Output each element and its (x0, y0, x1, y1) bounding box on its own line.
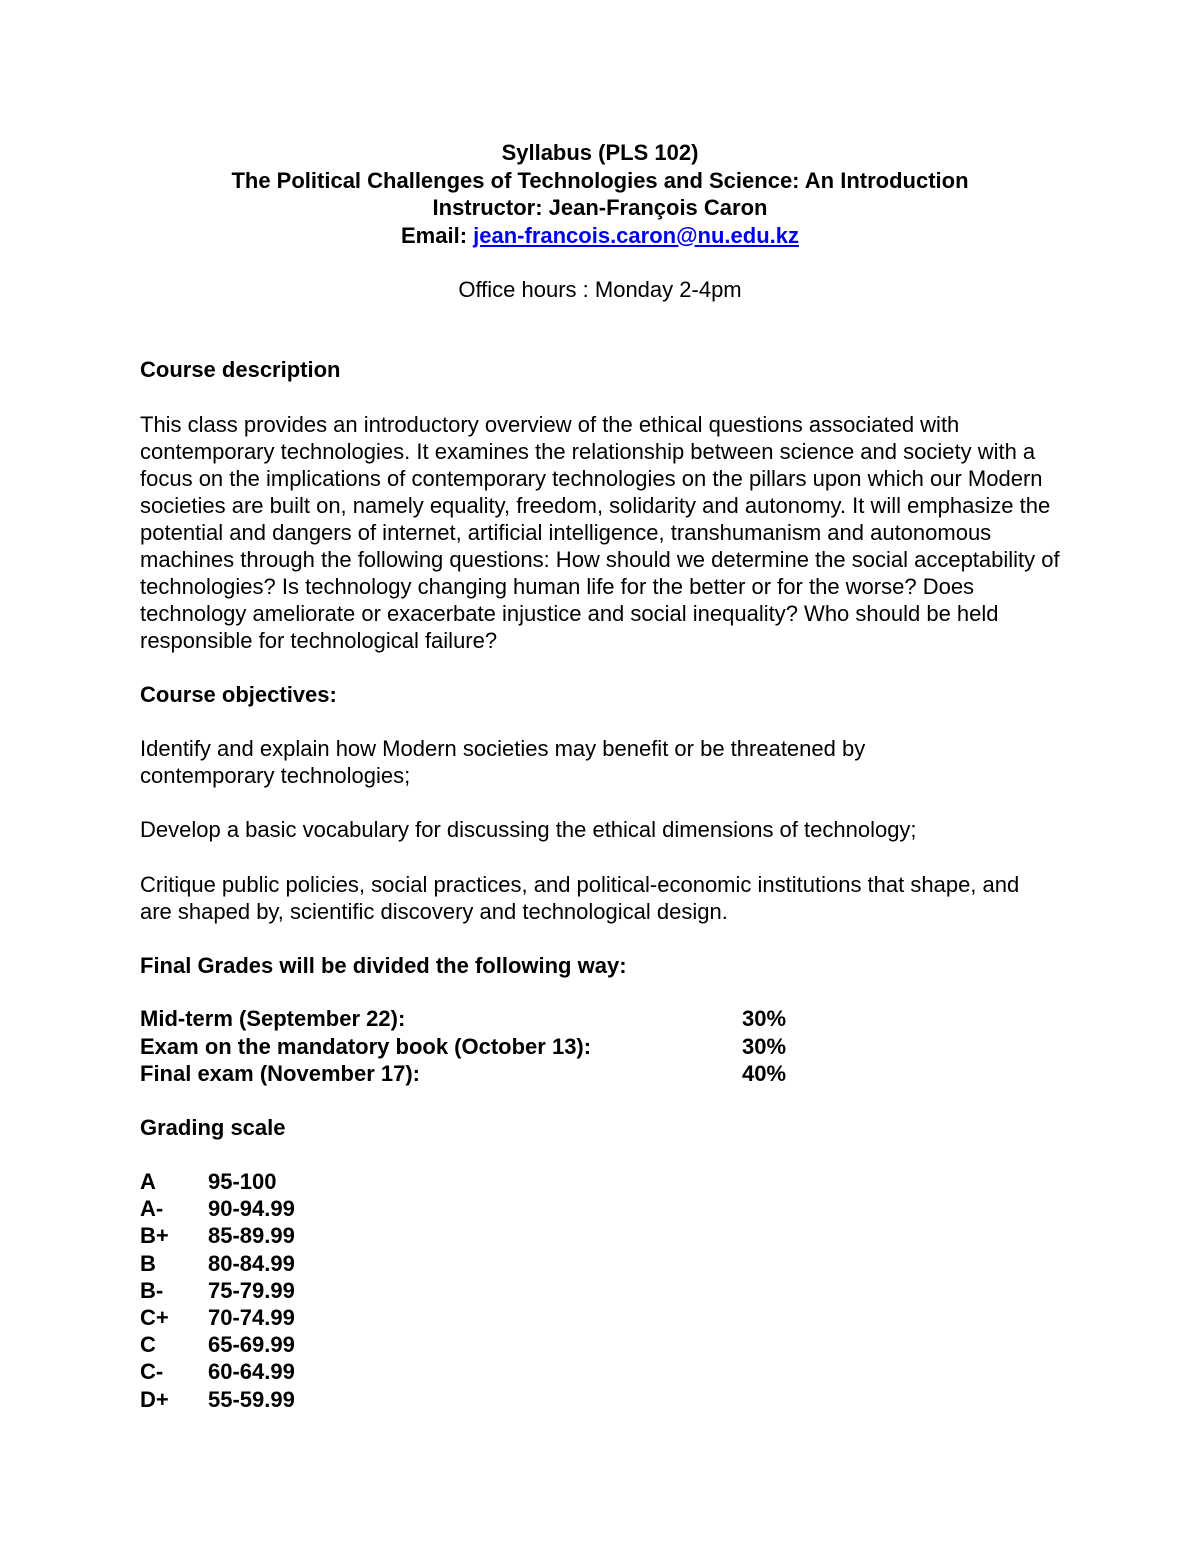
grade-component-label: Exam on the mandatory book (October 13): (140, 1033, 592, 1059)
course-title: The Political Challenges of Technologies and Science: An Introduction (231, 167, 969, 193)
scale-letter: C- (140, 1359, 164, 1385)
instructor-line: Instructor: Jean-François Caron (432, 195, 768, 220)
grade-component-label: Final exam (November 17): (140, 1061, 420, 1086)
syllabus-header (0, 139, 1200, 249)
final-grades-heading: Final Grades will be divided the following way: (140, 953, 627, 978)
course-objectives-heading: Course objectives: (140, 682, 337, 707)
grade-component-weight: 40% (742, 1061, 787, 1086)
course-description-text: This class provides an introductory overview of the ethical questions associated with contemporary technologies. It examines the relationship between science and society with a focus on the implications of contemporary technologies on the pillars upon which our Modern societies are built on, namely equality, freedom, solidarity and autonomy. It will emphasize the potential and dangers of internet, artificial intelligence, transhumanism and autonomous machines through the following questions: How should we determine the social acceptability of technologies? Is technology changing human life for the better or for the worse? Does technology ameliorate or exacerbate injustice and social inequality? Who should be held responsible for technological failure? (140, 412, 1060, 653)
email-link[interactable]: jean-francois.caron@nu.edu.kz (473, 222, 799, 248)
scale-range: 75-79.99 (208, 1277, 295, 1303)
grade-component-weight: 30% (742, 1006, 787, 1031)
scale-letter: C+ (140, 1304, 169, 1330)
office-hours: Office hours : Monday 2-4pm (458, 277, 742, 302)
scale-letter: B+ (140, 1223, 169, 1249)
objective-item: Develop a basic vocabulary for discussing the ethical dimensions of technology; (140, 817, 917, 842)
scale-letter: B- (140, 1277, 164, 1303)
email-line (0, 222, 1200, 250)
scale-letter: A (140, 1169, 156, 1194)
email-label: Email: (401, 222, 474, 248)
scale-range: 90-94.99 (208, 1196, 295, 1222)
scale-letter: B (140, 1250, 156, 1276)
objective-item: Identify and explain how Modern societies may benefit or be threatened by contemporary technologies; (140, 736, 866, 788)
scale-letter: D+ (140, 1386, 169, 1412)
scale-letter: A- (140, 1196, 164, 1222)
syllabus-course-code: Syllabus (PLS 102) (501, 140, 699, 165)
grade-component-label: Mid-term (September 22): (140, 1006, 406, 1031)
course-description-heading: Course description (140, 357, 341, 382)
scale-range: 80-84.99 (208, 1250, 295, 1276)
scale-range: 70-74.99 (208, 1304, 295, 1330)
objective-item: Critique public policies, social practices, and political-economic institutions that shape, and are shaped by, scientific discovery and technological design. (140, 872, 1020, 924)
scale-letter: C (140, 1332, 156, 1358)
grading-scale-heading: Grading scale (140, 1115, 286, 1140)
scale-range: 95-100 (208, 1169, 277, 1194)
scale-range: 60-64.99 (208, 1359, 295, 1385)
grade-component-weight: 30% (742, 1033, 787, 1059)
scale-range: 55-59.99 (208, 1386, 295, 1412)
scale-range: 65-69.99 (208, 1332, 295, 1358)
scale-range: 85-89.99 (208, 1223, 295, 1249)
